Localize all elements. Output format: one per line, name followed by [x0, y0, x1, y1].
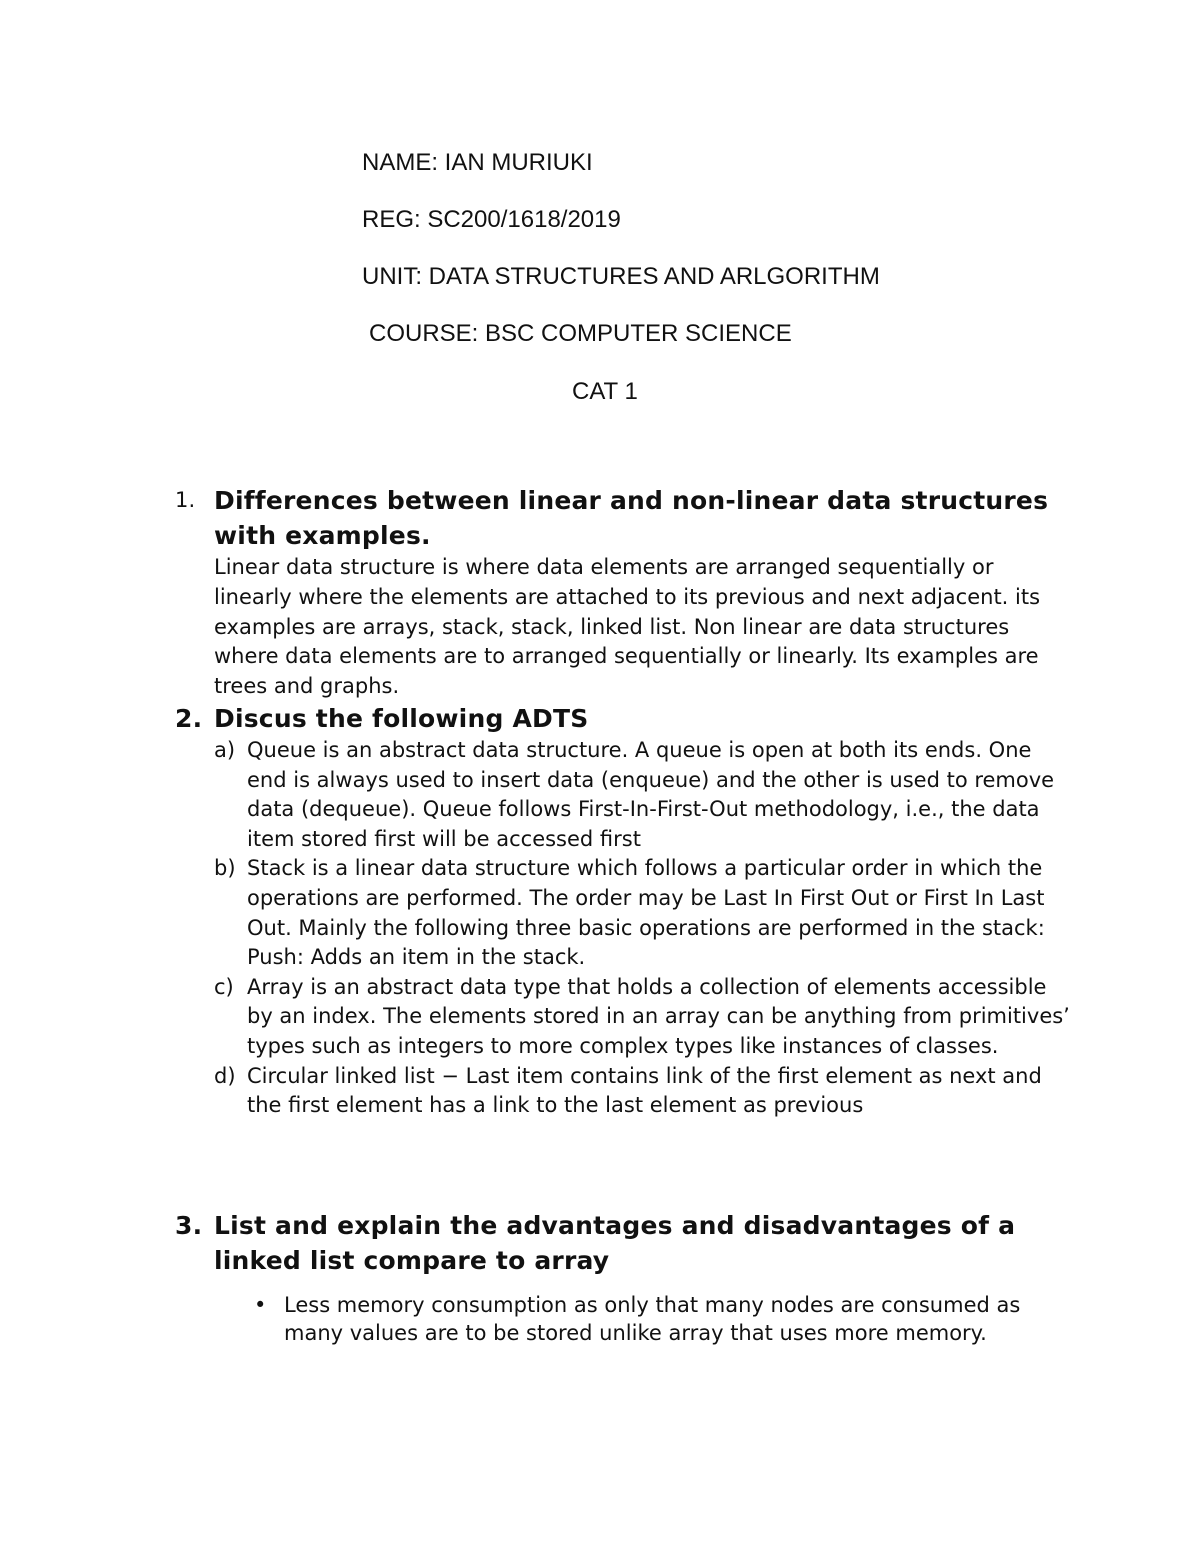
question-1-heading-text: Differences between linear and non-linear data structures with examples.: [214, 486, 1049, 550]
registration-number: REG: SC200/1618/2019: [362, 206, 621, 233]
question-2-heading: [175, 701, 1075, 736]
list-item-label: c): [214, 974, 234, 999]
course-title: COURSE: BSC COMPUTER SCIENCE: [369, 320, 792, 347]
question-1-number: 1.: [175, 488, 196, 512]
list-item-text: Circular linked list − Last item contains link of the first element as next and the first element has a link to the last element as previous: [247, 1063, 1042, 1118]
list-item-text: Array is an abstract data type that holds a collection of elements accessible by an index. The elements stored in an array can be anything from primitives’ types such as integers to more complex types like instances of classes.: [247, 974, 1070, 1058]
list-item: [214, 854, 1075, 972]
student-name: NAME: IAN MURIUKI: [362, 149, 593, 176]
list-item: [214, 736, 1075, 854]
list-item-text: Stack is a linear data structure which follows a particular order in which the operations are performed. The order may be Last In First Out or First In Last Out. Mainly the following three basic operations are performed in the stack: Push: Adds an item in the stack.: [247, 856, 1045, 970]
cat-title: CAT 1: [572, 378, 638, 405]
list-item-label: a): [214, 738, 236, 762]
question-2: [175, 701, 1075, 1121]
question-3-heading-text: List and explain the advantages and disadvantages of a linked list compare to array: [214, 1211, 1016, 1275]
list-item-label: d): [214, 1063, 236, 1088]
question-3-heading: [175, 1208, 1075, 1278]
question-1: [175, 483, 1075, 702]
question-2-number: 2.: [175, 704, 203, 733]
bullet-text: Less memory consumption as only that many nodes are consumed as many values are to be stored unlike array that uses more memory.: [284, 1293, 1021, 1345]
question-3-list: [175, 1292, 1075, 1347]
question-1-answer: Linear data structure is where data elements are arranged sequentially or linearly where the elements are attached to its previous and next adjacent. its examples are arrays, stack, stack, linked list. Non linear are data structures where data elements are to arranged sequentially or linearly. Its examples are trees and graphs.: [214, 555, 1041, 699]
list-item-text: Queue is an abstract data structure. A queue is open at both its ends. One end is always used to insert data (enqueue) and the other is used to remove data (dequeue). Queue follows First-In-First-Out methodology, i.e., the data item stored first will be accessed first: [247, 738, 1055, 851]
unit-title: UNIT: DATA STRUCTURES AND ARLGORITHM: [362, 263, 880, 290]
bullet-item: [214, 1292, 1075, 1347]
list-item: [214, 973, 1075, 1062]
question-2-list: [175, 736, 1075, 1121]
question-2-heading-text: Discus the following ADTS: [214, 704, 589, 733]
bullet-icon: •: [254, 1293, 267, 1317]
question-1-heading: [175, 483, 1075, 553]
question-3: [175, 1208, 1075, 1347]
list-item: [214, 1062, 1075, 1121]
question-3-number: 3.: [175, 1211, 203, 1240]
list-item-label: b): [214, 856, 236, 881]
